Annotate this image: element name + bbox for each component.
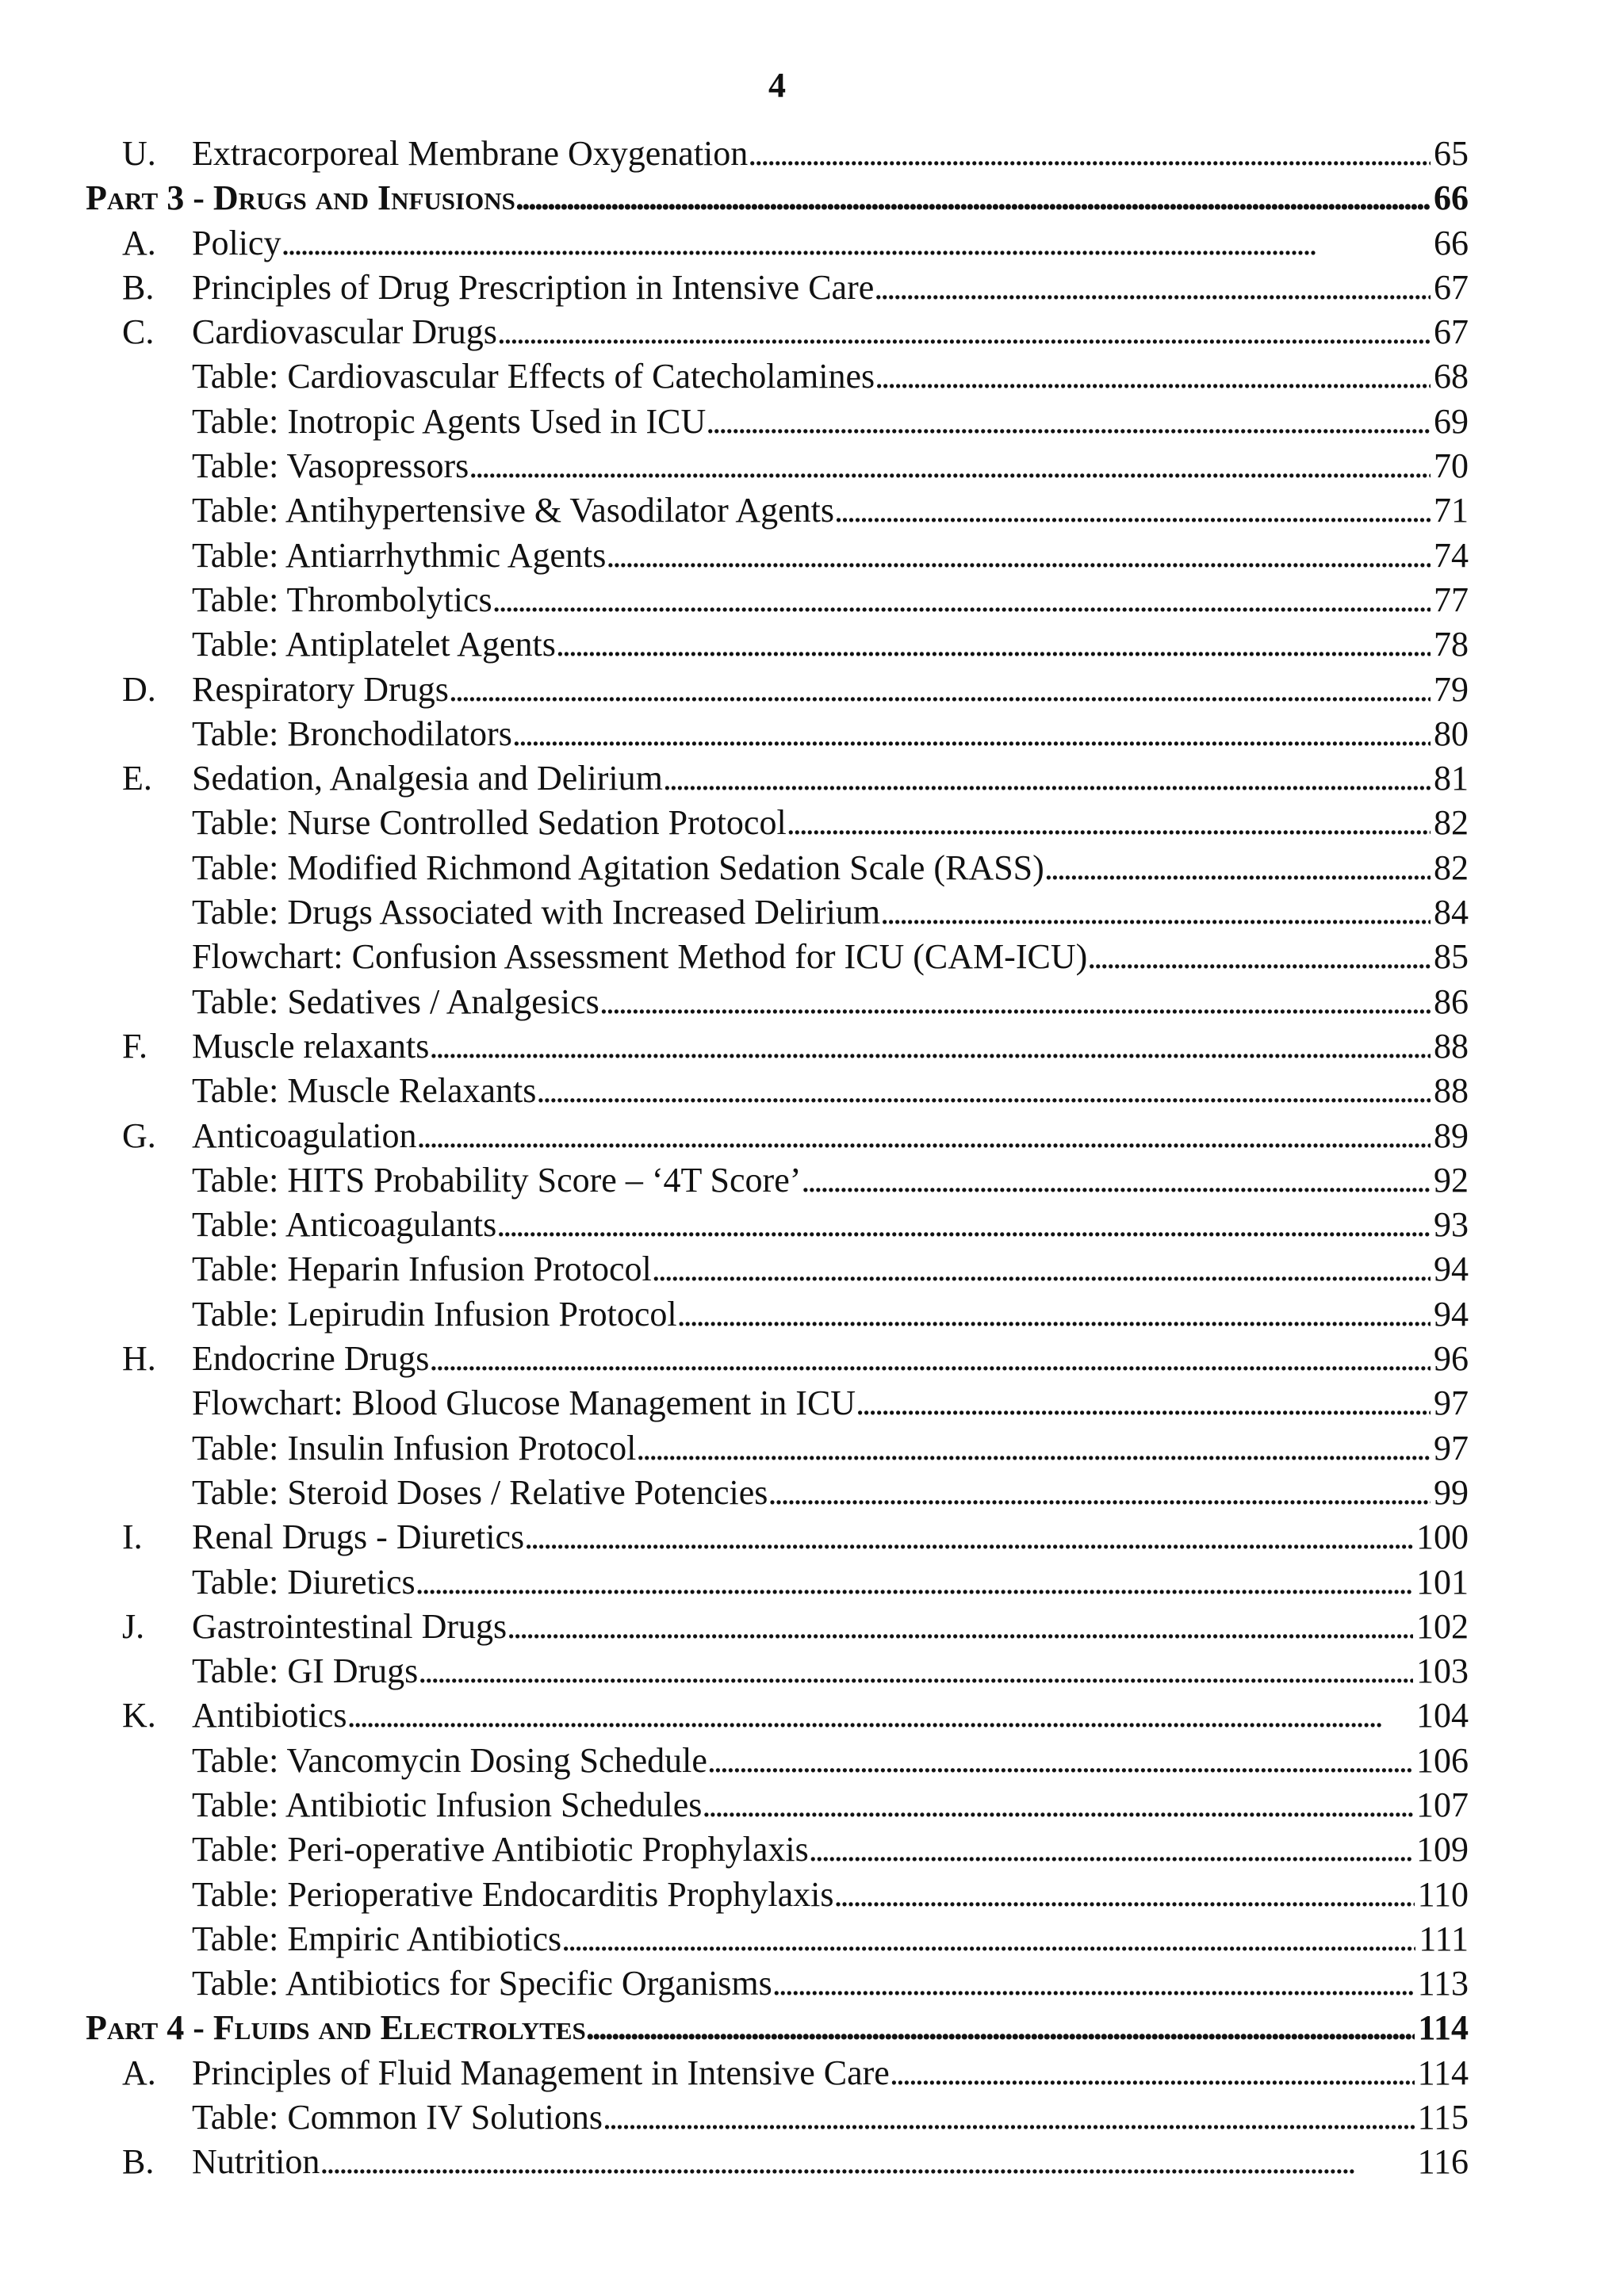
toc-entry-page-number: 66: [1434, 178, 1469, 218]
toc-entry-letter: H.: [122, 1339, 156, 1379]
toc-entry-title: Antibiotics: [192, 1696, 347, 1735]
toc-entry-title: Renal Drugs - Diuretics: [192, 1517, 525, 1557]
toc-entry-page-number: 86: [1434, 982, 1469, 1021]
toc-subentry[interactable]: [86, 400, 1469, 444]
toc-subentry[interactable]: [86, 1158, 1469, 1203]
toc-entry-title: Anticoagulation: [192, 1115, 417, 1155]
toc-entry-title: Table: Empiric Antibiotics: [192, 1919, 562, 1958]
toc-section-entry[interactable]: [86, 1515, 1469, 1559]
toc-entry-page-number: 68: [1434, 357, 1469, 396]
dot-leader: [347, 1693, 1413, 1738]
toc-subentry[interactable]: [86, 1873, 1469, 1917]
toc-entry-page-number: 114: [1417, 2053, 1469, 2092]
dot-leader: [801, 1158, 1431, 1203]
toc-entry-title: Table: Inotropic Agents Used in ICU: [192, 401, 707, 441]
toc-entry-page-number: 70: [1434, 446, 1469, 486]
dot-leader: [834, 488, 1431, 533]
toc-entry-title: Flowchart: Blood Glucose Management in ICU: [192, 1383, 856, 1423]
toc-entry-letter: U.: [122, 134, 156, 173]
toc-subentry[interactable]: [86, 1739, 1469, 1783]
toc-section-entry[interactable]: [86, 1693, 1469, 1738]
toc-entry-title: Table: Antibiotic Infusion Schedules: [192, 1785, 703, 1824]
dot-leader: [809, 1827, 1413, 1872]
dot-leader: [515, 176, 1431, 220]
toc-subentry[interactable]: [86, 622, 1469, 667]
dot-leader: [429, 1337, 1431, 1381]
toc-subentry[interactable]: [86, 801, 1469, 845]
toc-entry-page-number: 78: [1434, 625, 1469, 664]
toc-entry-page-number: 84: [1434, 893, 1469, 932]
dot-leader: [677, 1292, 1431, 1337]
toc-subentry[interactable]: [86, 980, 1469, 1024]
toc-entry-title: Table: HITS Probability Score – ‘4T Score’: [192, 1160, 802, 1200]
toc-section-entry[interactable]: [86, 310, 1469, 354]
toc-entry-page-number: 77: [1434, 580, 1469, 619]
toc-entry-page-number: 97: [1434, 1383, 1469, 1423]
dot-leader: [469, 444, 1431, 488]
toc-entry-page-number: 93: [1434, 1205, 1469, 1245]
toc-section-entry[interactable]: [86, 1114, 1469, 1158]
toc-entry-title: Table: Heparin Infusion Protocol: [192, 1249, 652, 1289]
toc-entry-page-number: 66: [1434, 223, 1469, 262]
toc-entry-title: Table: Common IV Solutions: [192, 2098, 603, 2137]
toc-entry-letter: D.: [122, 669, 156, 709]
toc-entry-page-number: 67: [1434, 267, 1469, 307]
toc-entry-page-number: 74: [1434, 535, 1469, 575]
dot-leader: [1087, 935, 1431, 979]
dot-leader: [449, 668, 1431, 712]
toc-entry-title: Table: Thrombolytics: [192, 580, 492, 619]
toc-subentry[interactable]: [86, 1961, 1469, 2006]
dot-leader: [834, 1873, 1415, 1917]
toc-entry-title: Table: Vancomycin Dosing Schedule: [192, 1740, 707, 1780]
toc-section-entry[interactable]: [86, 221, 1469, 266]
toc-subentry[interactable]: [86, 1471, 1469, 1515]
toc-entry-page-number: 104: [1416, 1696, 1469, 1735]
toc-subentry[interactable]: [86, 890, 1469, 935]
toc-entry-title: Respiratory Drugs: [192, 669, 449, 709]
toc-entry-title: Table: Antihypertensive & Vasodilator Agents: [192, 491, 834, 530]
toc-entry-title: Sedation, Analgesia and Delirium: [192, 759, 663, 798]
toc-subentry[interactable]: [86, 1381, 1469, 1425]
toc-subentry[interactable]: [86, 354, 1469, 399]
dot-leader: [524, 1515, 1413, 1559]
dot-leader: [281, 221, 1431, 266]
dot-leader: [512, 712, 1431, 756]
dot-leader: [496, 1203, 1431, 1247]
toc-subentry[interactable]: [86, 935, 1469, 979]
toc-entry-page-number: 109: [1416, 1830, 1469, 1869]
toc-entry-title: Policy: [192, 223, 282, 262]
dot-leader: [880, 890, 1431, 935]
toc-subentry[interactable]: [86, 1203, 1469, 1247]
toc-entry-title: Principles of Fluid Management in Intensive Care: [192, 2053, 890, 2092]
toc-entry-title: Table: Diuretics: [192, 1562, 416, 1601]
toc-entry-letter: G.: [122, 1115, 156, 1155]
page-number: 4: [768, 66, 786, 105]
toc-entry-title: Flowchart: Confusion Assessment Method for ICU (CAM-ICU): [192, 937, 1088, 977]
toc-entry-page-number: 99: [1434, 1472, 1469, 1512]
toc-entry-title: Table: Cardiovascular Effects of Catecholamines: [192, 357, 875, 396]
toc-subentry[interactable]: [86, 846, 1469, 890]
toc-entry-page-number: 65: [1434, 134, 1469, 173]
toc-subentry[interactable]: [86, 1560, 1469, 1605]
toc-entry-page-number: 88: [1434, 1071, 1469, 1111]
toc-entry-title: Table: Lepirudin Infusion Protocol: [192, 1294, 677, 1334]
dot-leader: [1044, 846, 1431, 890]
toc-section-entry[interactable]: [86, 2140, 1469, 2184]
toc-entry-page-number: 79: [1434, 669, 1469, 709]
toc-entry-page-number: 67: [1434, 312, 1469, 352]
dot-leader: [636, 1426, 1431, 1471]
toc-subentry[interactable]: [86, 1426, 1469, 1471]
toc-entry-page-number: 89: [1434, 1115, 1469, 1155]
toc-subentry[interactable]: [86, 1069, 1469, 1113]
toc-entry-page-number: 82: [1434, 803, 1469, 843]
dot-leader: [492, 578, 1431, 622]
dot-leader: [556, 622, 1431, 667]
toc-entry-page-number: 114: [1418, 2008, 1469, 2048]
toc-subentry[interactable]: [86, 578, 1469, 622]
dot-leader: [706, 400, 1431, 444]
toc-section-entry[interactable]: [86, 2051, 1469, 2095]
toc-entry-title: Table: Muscle Relaxants: [192, 1071, 537, 1111]
dot-leader: [418, 1649, 1413, 1693]
toc-entry-letter: K.: [122, 1696, 156, 1735]
toc-entry-letter: A.: [122, 223, 156, 262]
toc-entry-title: Nutrition: [192, 2142, 320, 2182]
toc-entry-page-number: 111: [1419, 1919, 1469, 1958]
toc-entry-page-number: 106: [1416, 1740, 1469, 1780]
toc-entry-page-number: 113: [1417, 1964, 1469, 2003]
toc-part-entry[interactable]: [86, 2006, 1469, 2050]
dot-leader: [599, 980, 1431, 1024]
toc-entry-page-number: 85: [1434, 937, 1469, 977]
toc-entry-title: Part 3 - Drugs and Infusions: [86, 178, 515, 218]
dot-leader: [890, 2051, 1415, 2095]
toc-subentry[interactable]: [86, 534, 1469, 578]
toc-entry-page-number: 102: [1416, 1606, 1469, 1646]
toc-entry-title: Table: Peri-operative Antibiotic Prophylaxis: [192, 1830, 809, 1869]
toc-entry-page-number: 103: [1416, 1651, 1469, 1691]
dot-leader: [320, 2140, 1414, 2184]
toc-entry-title: Table: Nurse Controlled Sedation Protocol: [192, 803, 787, 843]
dot-leader: [507, 1605, 1413, 1649]
toc-entry-page-number: 94: [1434, 1294, 1469, 1334]
toc-section-entry[interactable]: [86, 132, 1469, 176]
toc-subentry[interactable]: [86, 1649, 1469, 1693]
toc-entry-page-number: 97: [1434, 1428, 1469, 1468]
dot-leader: [768, 1471, 1431, 1515]
toc-entry-letter: J.: [122, 1606, 145, 1646]
toc-entry-page-number: 110: [1417, 1874, 1469, 1914]
table-of-contents: [86, 132, 1469, 2185]
toc-entry-title: Table: Antiplatelet Agents: [192, 625, 556, 664]
toc-entry-title: Table: Anticoagulants: [192, 1205, 497, 1245]
dot-leader: [874, 266, 1431, 310]
toc-subentry[interactable]: [86, 1247, 1469, 1292]
toc-subentry[interactable]: [86, 1917, 1469, 1961]
toc-entry-page-number: 69: [1434, 401, 1469, 441]
toc-subentry[interactable]: [86, 712, 1469, 756]
dot-leader: [875, 354, 1431, 399]
toc-entry-letter: B.: [122, 2142, 155, 2182]
toc-entry-title: Table: Drugs Associated with Increased Delirium: [192, 893, 881, 932]
dot-leader: [561, 1917, 1415, 1961]
toc-section-entry[interactable]: [86, 756, 1469, 801]
toc-entry-title: Table: Sedatives / Analgesics: [192, 982, 599, 1021]
dot-leader: [429, 1024, 1431, 1069]
toc-entry-page-number: 100: [1416, 1517, 1469, 1557]
toc-section-entry[interactable]: [86, 668, 1469, 712]
toc-entry-title: Table: Perioperative Endocarditis Prophylaxis: [192, 1874, 834, 1914]
toc-entry-page-number: 115: [1417, 2098, 1469, 2137]
toc-section-entry[interactable]: [86, 1337, 1469, 1381]
dot-leader: [856, 1381, 1431, 1425]
toc-entry-title: Table: Insulin Infusion Protocol: [192, 1428, 637, 1468]
dot-leader: [772, 1961, 1415, 2006]
toc-entry-title: Gastrointestinal Drugs: [192, 1606, 508, 1646]
dot-leader: [663, 756, 1431, 801]
toc-subentry[interactable]: [86, 444, 1469, 488]
toc-entry-letter: F.: [122, 1026, 147, 1066]
dot-leader: [702, 1783, 1413, 1827]
toc-entry-title: Table: Vasopressors: [192, 446, 469, 486]
toc-entry-letter: E.: [122, 759, 152, 798]
toc-subentry[interactable]: [86, 1292, 1469, 1337]
toc-part-entry[interactable]: [86, 176, 1469, 220]
dot-leader: [787, 801, 1431, 845]
dot-leader: [417, 1114, 1431, 1158]
toc-entry-title: Part 4 - Fluids and Electrolytes: [86, 2008, 586, 2048]
toc-entry-page-number: 107: [1416, 1785, 1469, 1824]
dot-leader: [606, 534, 1431, 578]
toc-entry-page-number: 80: [1434, 714, 1469, 753]
toc-entry-page-number: 92: [1434, 1160, 1469, 1200]
toc-entry-title: Principles of Drug Prescription in Intensive Care: [192, 267, 875, 307]
toc-entry-page-number: 101: [1416, 1562, 1469, 1601]
toc-entry-letter: I.: [122, 1517, 143, 1557]
toc-subentry[interactable]: [86, 1827, 1469, 1872]
toc-subentry[interactable]: [86, 1783, 1469, 1827]
toc-entry-page-number: 82: [1434, 848, 1469, 887]
dot-leader: [707, 1739, 1413, 1783]
toc-entry-title: Table: Modified Richmond Agitation Sedation Scale (RASS): [192, 848, 1044, 887]
toc-entry-title: Table: Bronchodilators: [192, 714, 512, 753]
toc-entry-title: Extracorporeal Membrane Oxygenation: [192, 134, 749, 173]
toc-entry-page-number: 94: [1434, 1249, 1469, 1289]
toc-entry-page-number: 71: [1434, 491, 1469, 530]
toc-entry-title: Table: Steroid Doses / Relative Potencies: [192, 1472, 768, 1512]
toc-entry-page-number: 116: [1417, 2142, 1469, 2182]
dot-leader: [652, 1247, 1431, 1292]
dot-leader: [603, 2095, 1415, 2140]
toc-entry-page-number: 96: [1434, 1339, 1469, 1379]
toc-entry-title: Table: GI Drugs: [192, 1651, 419, 1691]
toc-entry-title: Muscle relaxants: [192, 1026, 430, 1066]
toc-entry-page-number: 88: [1434, 1026, 1469, 1066]
toc-entry-letter: A.: [122, 2053, 156, 2092]
toc-entry-title: Endocrine Drugs: [192, 1339, 430, 1379]
dot-leader: [497, 310, 1431, 354]
toc-entry-title: Cardiovascular Drugs: [192, 312, 497, 352]
toc-section-entry[interactable]: [86, 266, 1469, 310]
dot-leader: [416, 1560, 1413, 1605]
toc-section-entry[interactable]: [86, 1024, 1469, 1069]
toc-entry-title: Table: Antiarrhythmic Agents: [192, 535, 607, 575]
toc-entry-title: Table: Antibiotics for Specific Organisms: [192, 1964, 772, 2003]
toc-entry-letter: C.: [122, 312, 155, 352]
dot-leader: [748, 132, 1431, 176]
toc-entry-page-number: 81: [1434, 759, 1469, 798]
toc-subentry[interactable]: [86, 488, 1469, 533]
toc-section-entry[interactable]: [86, 1605, 1469, 1649]
dot-leader: [536, 1069, 1431, 1113]
dot-leader: [586, 2006, 1415, 2050]
toc-entry-letter: B.: [122, 267, 155, 307]
toc-subentry[interactable]: [86, 2095, 1469, 2140]
